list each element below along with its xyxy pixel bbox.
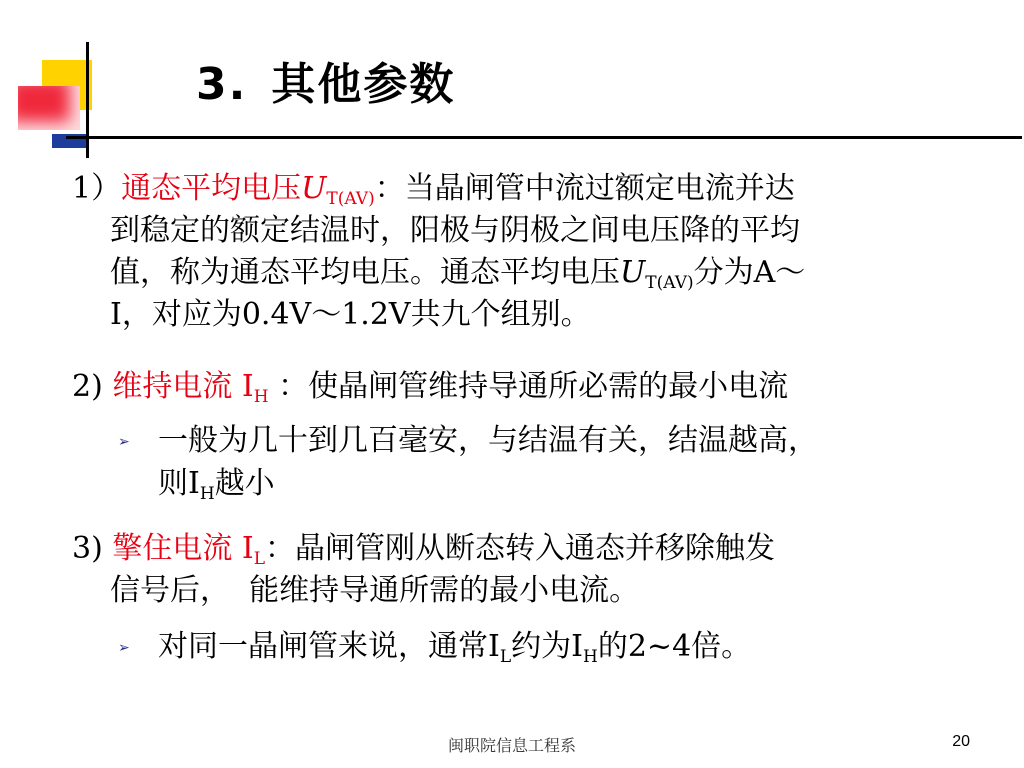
item-1-line-2: 到稳定的额定结温时，阳极与阴极之间电压降的平均 bbox=[110, 213, 800, 248]
item-1-line-3 bbox=[72, 252, 805, 294]
item-1-line-3-symbol: U bbox=[620, 255, 646, 290]
item-2-bullet-text-2: 则I bbox=[158, 466, 200, 501]
item-3-latching-current bbox=[72, 528, 775, 612]
item-2-text: ：使晶闸管维持导通所必需的最小电流 bbox=[278, 369, 789, 404]
item-3-bullet-subscript-2: H bbox=[583, 647, 598, 667]
slide-title bbox=[196, 48, 455, 112]
decor-vertical-rule bbox=[86, 42, 89, 158]
item-2-number: 2) bbox=[72, 369, 103, 404]
item-3-text: ：晶闸管刚从断态转入通态并移除触发 bbox=[265, 531, 776, 566]
item-3-bullet-text-1: 对同一晶闸管来说，通常I bbox=[158, 629, 500, 664]
arrow-bullet-icon: ➢ bbox=[118, 640, 130, 656]
item-1-symbol: U bbox=[301, 171, 327, 206]
item-1-line-3-end: 分为A～ bbox=[693, 255, 806, 290]
item-2-subscript: H bbox=[253, 387, 269, 407]
title-number: 3. bbox=[196, 59, 248, 110]
item-2-bullet-line-2 bbox=[118, 463, 818, 505]
item-2-holding-current bbox=[72, 366, 788, 408]
item-1-line-3-text: 值，称为通态平均电压。通态平均电压 bbox=[110, 255, 620, 290]
item-3-bullet bbox=[118, 626, 751, 669]
item-1-line-4: Ⅰ，对应为0.4V～1.2V共九个组别。 bbox=[110, 297, 591, 332]
item-2-bullet-text-3: 越小 bbox=[214, 466, 275, 501]
item-2-term: 维持电流 I bbox=[112, 369, 254, 404]
decor-red-square bbox=[18, 86, 80, 130]
item-2-bullet-text-1: 一般为几十到几百毫安，与结温有关，结温越高， bbox=[158, 423, 818, 458]
item-2-bullet bbox=[118, 420, 818, 505]
item-1-line-1 bbox=[72, 168, 805, 210]
item-2-bullet-subscript: H bbox=[199, 484, 215, 504]
arrow-bullet-icon: ➢ bbox=[118, 434, 130, 450]
item-2-bullet-line-1 bbox=[118, 420, 818, 463]
item-1-term: 通态平均电压 bbox=[121, 171, 302, 206]
item-3-subscript: L bbox=[253, 549, 266, 569]
item-3-number: 3) bbox=[72, 531, 103, 566]
item-3-bullet-text-3: 的2~4倍。 bbox=[597, 629, 752, 664]
item-3-bullet-text-2: 约为I bbox=[511, 629, 584, 664]
footer-department: 闽职院信息工程系 bbox=[447, 736, 576, 755]
item-1-line-3-subscript: T(AV) bbox=[645, 273, 694, 293]
item-3-line-1 bbox=[72, 528, 775, 570]
item-1-on-state-voltage bbox=[72, 168, 805, 336]
item-1-number: 1） bbox=[72, 171, 122, 206]
item-3-bullet-subscript-1: L bbox=[499, 647, 512, 667]
title-text: 其他参数 bbox=[271, 59, 456, 110]
page-number: 20 bbox=[952, 733, 970, 750]
title-underline-rule bbox=[66, 136, 1022, 139]
item-1-line-1-text: ：当晶闸管中流过额定电流并达 bbox=[374, 171, 795, 206]
item-3-line-2: 信号后， 能维持导通所需的最小电流。 bbox=[110, 573, 640, 608]
item-1-subscript: T(AV) bbox=[326, 189, 375, 209]
item-3-term: 擎住电流 I bbox=[112, 531, 254, 566]
